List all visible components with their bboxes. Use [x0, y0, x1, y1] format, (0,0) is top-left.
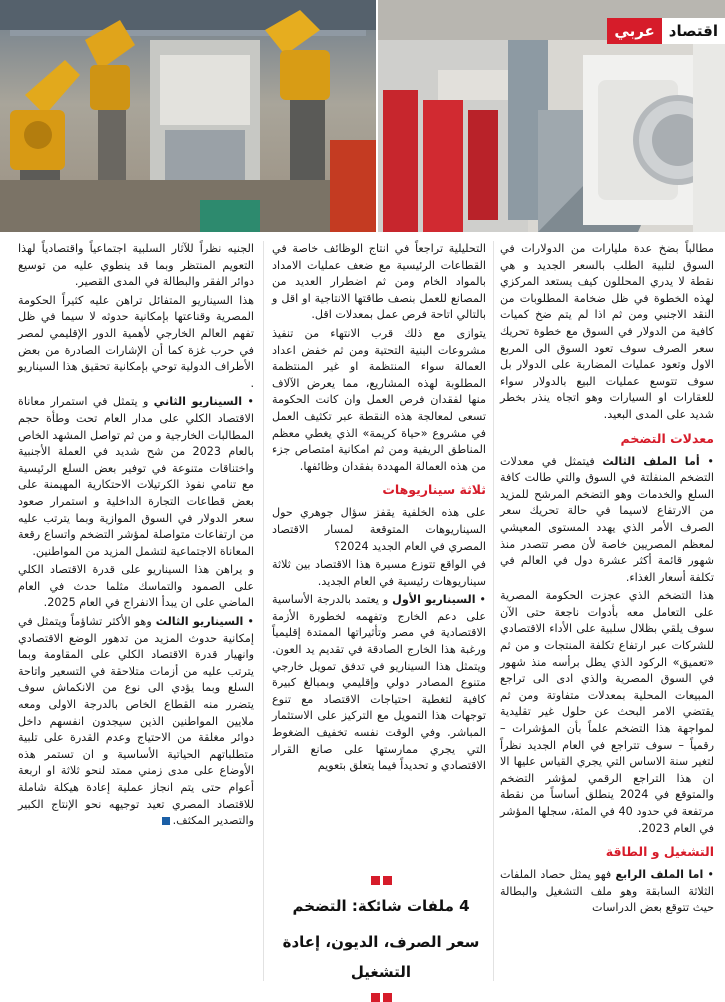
bold-lead: السيناريو الأول: [392, 593, 476, 607]
column-divider: [263, 241, 264, 981]
paragraph-text: فهو يمثل حصاد الملفات الثلاثة السابقة وهو ملف التشغيل والبطالة حيث تتوقع بعض الدراسات: [500, 868, 714, 915]
pull-quote-ornament-bottom: [270, 993, 492, 1002]
pull-quote-line1: 4 ملفات شائكة: التضخم: [292, 897, 470, 915]
subheading-employment: التشغيل و الطاقة: [605, 844, 714, 860]
paragraph: • أما الملف الثالث فيتمثل في معدلات التضخم المنفلتة في السوق والتي طالت كافة السلع والخدمات وهو التضخم المرشح للمزيد من الارتفاع لاسيما في حالة تحريك سعر الصرف الأمر الذي يهدد المستوى المعيشي لمعظم المصريين خاصة لأن مصر تتصدر منذ شهور قائمة أكثر عشرة دول في العالم في تكلفة أسعار الغذاء.: [500, 454, 714, 584]
column-divider: [493, 241, 494, 981]
pull-quote-ornament-top: [270, 876, 492, 885]
paragraph-text: و يتمثل في استمرار معاناة الاقتصاد الكلي على مدار العام تحت وطأة حجم المطالبات الخارجية و من ثم تواصل المشهد الخاص بالعام 2023 من شح شديد في العملة الأجنبية واختناقات متنوعة في توفير بعض السلع الرئيسية مع تنامي نفوذ الكرتيلات الاحتكارية المهيمنة على بعض قطاعات التجارة الداخلية و استمرار صعود سعر الدولار في السوق الموازية وبما يترتب عليه من ارتفاعات متواصلة لمؤشر التضخم واتساع رقعة المعاناة الاجتماعية لتشمل المزيد من المواطنين.: [18, 395, 254, 558]
paragraph-text: فيتمثل في معدلات التضخم المنفلتة في السوق والتي طالت كافة السلع والخدمات وهو التضخم المرشح للمزيد من الارتفاع لاسيما في حالة تحريك سعر الصرف الأمر الذي يهدد المستوى المعيشي لمعظم المصريين خاصة لأن مصر تتصدر منذ شهور قائمة أكثر عشرة دول في العالم في تكلفة أسعار الغذاء.: [500, 454, 714, 584]
column-right: [500, 241, 714, 919]
bold-lead: السيناريو الثالث: [155, 615, 244, 629]
bold-lead: السيناريو الثاني: [153, 395, 243, 409]
column-middle: [272, 241, 486, 777]
paragraph: الجنيه نظراً للآثار السلبية اجتماعياً واقتصادياً لهذا التعويم المنتظر وبما قد ينطوي عليه من توسيع دوائر الفقر والبطالة في المدى القصير.: [18, 242, 254, 289]
paragraph: • السيناريو الثالث وهو الأكثر تشاؤماً ويتمثل في إمكانية حدوث المزيد من تدهور الوضع الاقتصادي وانهيار قدرة الاقتصاد الكلي على المقاومة وبما يترتب عليه من أزمات متلاحقة في التسعير واتاحة السلع وبما يؤدي الى نوع من الانكماش سوف يتضرر منه القطاع الخاص بالدرجة الاولى ومعه ملايين المواطنين الذين سيجدون انفسهم داخل دوائر مغلقة من الاحتياج وعدم القدرة على تلبية متطلباتهم الحياتية الأساسية و ان تستمر هذه الأوضاع على مدى زمني ممتد لنحو ثلاثة او اربعة أعوام حتى يتم انجاز عملية إعادة هيكلة شاملة للاقتصاد المصري تعيد توجيهه نحو الإنتاج الكبير والتصدير المكثف.: [18, 615, 255, 828]
section-tag-arab: عربي: [607, 18, 661, 44]
paragraph: • السيناريو الأول و يعتمد بالدرجة الأساسية على دعم الخارج وتفهمه لخطورة الأزمة الاقتصادية في مصر وتأثيراتها الممتدة إقليمياً ورغبة هذا الخارج الصادقة في تقديم يد العون. ويتمثل هذا السيناريو في تدفق تمويل خارجي متنوع المصادر دولي وإقليمي وبمبالغ كبيرة كافية لتغطية احتياجات الاقتصاد مع تنوع توجهات هذا التمويل مع التركيز على الاستثمار المباشر. وفي الوقت نفسه تخفيف الضغوط التي يجري ممارستها على صانع القرار الاقتصادي و تحديداً فيما يتعلق بتعويم: [272, 593, 487, 773]
paragraph: هذا التضخم الذي عجزت الحكومة المصرية على التعامل معه بأدوات ناجعة حتى الآن سوف يلقي بظلال سلبية على الأداء الاقتصادي للشركات عبر ارتفاع تكلفة المنتجات و من ثم «تعميق» الركود الذي يطل برأسه منذ شهور في السوق المصرية والذي ادى الى تراجع المبيعات المحلية بمعدلات متفاوتة ومن ثم يقتضي الامر البحث عن حلول غير تقليدية لمواجهة هذا التضخم علماً بأن المؤشرات – رقمياً – سوف تتراجع في العام الجديد نظراً لتغير سنة الاساس التي يجري القياس عليها الا ان هذا التراجع الرقمي لمؤشر التضخم والمتوقع في 2024 ينطلق أساساً من نقطة مرتفعة في حدود 40 في المئة، سجلها المؤشر في العام 2023.: [500, 589, 714, 835]
pull-quote: [270, 876, 492, 1002]
paragraph: التحليلية تراجعاً في انتاج الوظائف خاصة في القطاعات الرئيسية مع ضعف عمليات الامداد بالمواد الخام ومن ثم اضطرار العديد من المصانع للعمل بنصف طاقتها الانتاجية او اقل و بالتالي اتاحة فرص عمل بمعدلات اقل.: [272, 242, 486, 322]
bold-lead: اما الملف الرابع: [615, 868, 704, 882]
paragraph: • السيناريو الثاني و يتمثل في استمرار معاناة الاقتصاد الكلي على مدار العام تحت وطأة حجم المطالبات الخارجية و من ثم تواصل المشهد الخاص بالعام 2023 من شح شديد في العملة الأجنبية واختناقات متنوعة في توفير بعض السلع الرئيسية مع تنامي نفوذ الكرتيلات الاحتكارية المهيمنة على بعض قطاعات التجارة الداخلية و استمرار صعود سعر الدولار في السوق الموازية وبما يترتب عليه من ارتفاعات متواصلة لمؤشر التضخم واتساع رقعة المعاناة الاجتماعية لتشمل المزيد من المواطنين.: [18, 395, 254, 558]
paragraph-text: و يعتمد بالدرجة الأساسية على دعم الخارج وتفهمه لخطورة الأزمة الاقتصادية في مصر وتأثيراتها الممتدة إقليمياً ورغبة هذا الخارج الصادقة في تقديم يد العون. ويتمثل هذا السيناريو في تدفق تمويل خارجي متنوع المصادر دولي وإقليمي وبمبالغ كبيرة كافية لتغطية احتياجات الاقتصاد مع تنوع توجهات هذا التمويل مع التركيز على الاستثمار المباشر. وفي الوقت نفسه تخفيف الضغوط التي يجري ممارستها على صانع القرار الاقتصادي و تحديداً فيما يتعلق بتعويم: [272, 593, 486, 773]
paragraph: يتوازى مع ذلك قرب الانتهاء من تنفيذ مشروعات البنية التحتية ومن ثم خفض اعداد العمالة سواء المنتظمة او غير المنتظمة المطلوبة لهذه المشاريع، مما يعرض الآلاف منها لفقدان فرص العمل وان كانت الحكومة تسعى لمعالجة هذه النقطة عبر تكثيف العمل في مشروع «حياة كريمة» الذي يغطي معظم المناطق الريفية ومن ثم امكانية امتصاص جزء من هذه العمالة المهددة بفقدان وظائفها.: [272, 326, 486, 473]
pull-quote-line2: سعر الصرف، الديون، إعادة التشغيل: [282, 933, 480, 981]
paragraph: على هذه الخلفية يقفز سؤال جوهري حول السيناريوهات المتوقعة لمسار الاقتصاد المصري في العام الجديد 2024؟: [272, 506, 486, 553]
factory-robots-photo: [0, 0, 376, 232]
paragraph: هذا السيناريو المتفائل تراهن عليه كثيراً الحكومة المصرية وقناعتها بإمكانية حدوثه لا سيما في ظل تفهم العالم الخارجي لأهمية الدور الإقليمي لمصر في حرب غزة كما أن الإشارات الصادرة من بعض الأطراف الدولية توحي بإمكانية تحقيق هذا السيناريو .: [18, 293, 254, 390]
paragraph-text: وهو الأكثر تشاؤماً ويتمثل في إمكانية حدوث المزيد من تدهور الوضع الاقتصادي وانهيار قدرة الاقتصاد الكلي على المقاومة وبما يترتب عليه من أزمات متلاحقة في التسعير واتاحة السلع وبما يؤدي الى نوع من الانكماش سوف يتضرر منه القطاع الخاص بالدرجة الاولى ومعه ملايين المواطنين الذين سيجدون انفسهم داخل دوائر مغلقة من الاحتياج وعدم القدرة على تلبية متطلباتهم الحياتية الأساسية و ان تستمر هذه الأوضاع على مدى زمني ممتد لنحو ثلاثة او اربعة أعوام حتى يتم انجاز عملية إعادة هيكلة شاملة للاقتصاد المصري تعيد توجيهه نحو الإنتاج الكبير والتصدير المكثف.: [18, 615, 254, 828]
paragraph: و يراهن هذا السيناريو على قدرة الاقتصاد الكلي على الصمود والتماسك مثلما حدث في العام الماضي على ان يبدأ الانفراج في العام 2025.: [18, 563, 254, 610]
paragraph: مطالباً بضخ عدة مليارات من الدولارات في السوق لتلبية الطلب بالسعر الجديد و هي نقطة لا يدري المحللون كيف يستعد المركزي لهذه الخطوة في ظل ضخامة المطلوبات من النقد الاجنبي ومن ثم اذا لم يتم ضخ كميات كافية من الدولار في السوق مع خطوة تحريك سعر الصرف سوف تعود السوق الى المربع الاول وتعود عمليات المضاربة على الدولار بل سوف تتوسع عمليات البيع بالدولار سواء للعقارات او السيارات وهو اتجاه ينذر بخطر شديد على المدى البعيد.: [500, 242, 714, 421]
factory-robots-illustration: [0, 0, 376, 232]
subheading-scenarios: ثلاثة سيناريوهات: [382, 482, 486, 498]
paragraph: في الواقع تتوزع مسيرة هذا الاقتصاد بين ثلاثة سيناريوهات رئيسية في العام الجديد.: [272, 558, 486, 588]
paragraph: • اما الملف الرابع فهو يمثل حصاد الملفات الثلاثة السابقة وهو ملف التشغيل والبطالة حيث تتوقع بعض الدراسات: [500, 868, 714, 915]
article-end-mark: [162, 817, 170, 825]
section-tag: [607, 18, 725, 44]
column-left: [18, 241, 254, 832]
bold-lead: أما الملف الثالث: [602, 454, 700, 468]
subheading-inflation: معدلات التضخم: [620, 430, 714, 446]
section-tag-economy: اقتصاد: [662, 18, 725, 44]
